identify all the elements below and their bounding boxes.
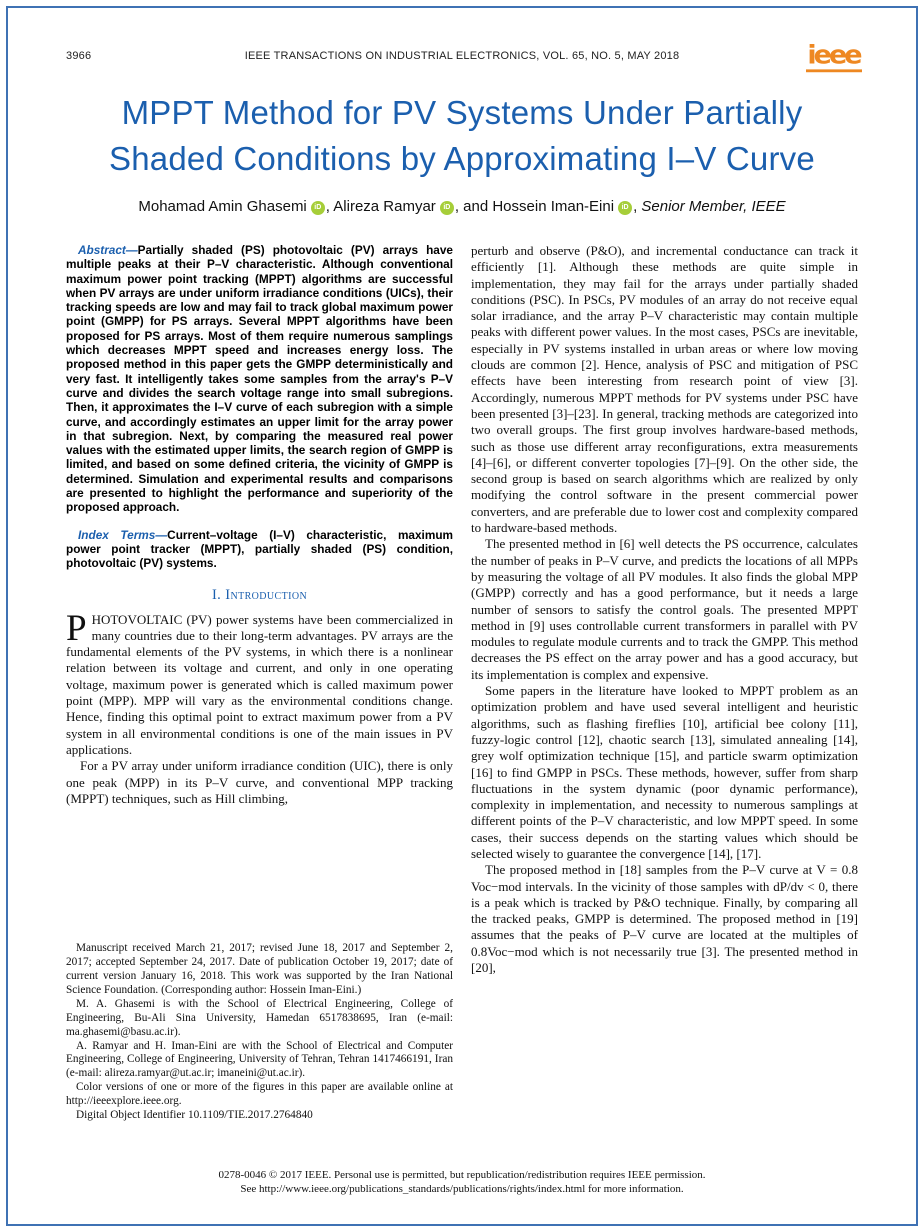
first-page-footnotes (66, 942, 453, 1123)
index-terms-paragraph (66, 528, 453, 571)
body-paragraph-3: Some papers in the literature have looked to MPPT problem as an optimization problem and have used several intelligent and heuristic algorithms, such as flashing fireflies [10], artificial bee colony [11], fuzzy-logic control [12], chaotic search [13], simulated annealing [14], grey wolf optimization technique [15], and particle swarm optimization [16] to find GMPP in PSCs. These methods, however, suffer from sharp fluctuations in the system dynamic (poor dynamic performance), complexity in implementation, and necessity to numerous samplings at different points of the P–V characteristic, and low MPPT speed. In some cases, their success depends on the starting values which should be selected wisely to guarantee the convergence [14], [17]. (471, 683, 858, 861)
orcid-icon-label: iD (443, 204, 451, 211)
body-paragraph-4: The proposed method in [18] samples from the P–V curve at V = 0.8 Voc−mod intervals. In the vicinity of those samples with dP/dv < 0, there is a peak which is tracked by P&O technique. Finally, by comparing all the tracked peaks, GMPP is determined. The proposed method in [19] assumes that the peaks of P–V curve are located at the multiples of 0.8Voc−mod which is not necessarily true [3]. The presented method in [20], (471, 862, 858, 976)
footnote-affiliation-1: M. A. Ghasemi is with the School of Electrical Engineering, College of Engineering, Bu-Ali Sina University, Hamedan 6517838695, Iran (e-mail: ma.ghasemi@basu.ac.ir). (66, 997, 453, 1038)
copyright-footer (66, 1168, 858, 1196)
ieee-logo-icon (802, 38, 866, 78)
body-paragraph-1: perturb and observe (P&O), and incremental conductance can track it efficiently [1]. Although these methods are quite simple in implementation, they may fail for the arrays under partially shaded conditions (PSC). In PSCs, PV modules of an array do not receive equal solar irradiance, and the array P–V characteristic may contain multiple peaks with different power values. In the most cases, PSCs are inevitable, especially in PV systems installed in urban areas or where low moving clouds are common [2]. Hence, analysis of PSC and mitigation of PSC effects have been interesting from research point of view [3]. Accordingly, numerous MPPT methods for PV systems under PSC have been presented [3]–[23]. In general, tracking methods are categorized into two overall groups. The first group involves hardware-based methods, such as those use different array reconfigurations, extra measurements [4]–[6], or different converter topologies [7]–[9]. On the other side, the second group is based on search algorithms which are realized by only modifying the control software in the present commercial power converters, and are preferable due to lower cost and complexity compared to hardware-based methods. (471, 243, 858, 536)
orcid-icon[interactable] (440, 201, 454, 215)
left-column (66, 243, 453, 1123)
drop-cap: P (66, 607, 87, 649)
page-number: 3966 (66, 50, 92, 62)
paper-title-line1: MPPT Method for PV Systems Under Partially (121, 94, 803, 131)
footnote-color-versions: Color versions of one or more of the figures in this paper are available online at http://ieeexplore.ieee.org. (66, 1081, 453, 1108)
abstract-text: Partially shaded (PS) photovoltaic (PV) arrays have multiple peaks at their P–V characteristic. Although conventional maximum power point tracking (MPPT) algorithms are successful when PV arrays are under uniform irradiance conditions (UICs), their tracking speeds are low and may fail to track global maximum power point (GMPP) for PS arrays. Several MPPT algorithms have been proposed for PS arrays. Most of them require numerous samplings which decreases MPPT speed and increases energy loss. The proposed method in this paper gets the GMPP deterministically and very fast. It intelligently takes some samples from the array's P–V curve and divides the search voltage range into small subregions. Then, it approximates the I–V curve of each subregion with a simple curve, and accordingly estimates an upper limit for the array power in that subregion. Next, by comparing the measured real power values with the estimated upper limits, the search region of GMPP is limited, and based on some defined criteria, the vicinity of GMPP is determined. Simulation and experimental results and comparisons are presented to highlight the performance and superiority of the proposed approach. (66, 243, 453, 515)
author-name-3: Hossein Iman-Eini (492, 198, 615, 215)
author-separator: , (633, 198, 642, 215)
paper-title-line2: Shaded Conditions by Approximating I–V Curve (109, 140, 815, 177)
author-line (66, 198, 858, 215)
section-heading-introduction: I. Introduction (211, 586, 308, 603)
copyright-line-1: 0278-0046 © 2017 IEEE. Personal use is permitted, but republication/redistribution requires IEEE permission. (218, 1169, 706, 1181)
two-column-body (66, 243, 858, 1123)
body-paragraph-2: The presented method in [6] well detects the PS occurrence, calculates the number of peaks in P–V curve, and predicts the locations of all MPPs by measuring the voltage of all PV modules. It also finds the global MPP (GMPP) correctly and has a good performance, but it needs a large number of sensors to satisfy the control goals. The presented MPPT method in [9] uses controllable current transformers in parallel with PV modules to regulate module currents and to track the GMPP. This method decreases the PS effect on the array power and has a good accuracy, but its implementation is complex and expensive. (471, 536, 858, 682)
journal-header-line: IEEE TRANSACTIONS ON INDUSTRIAL ELECTRONICS, VOL. 65, NO. 5, MAY 2018 (244, 50, 680, 62)
footnote-doi: Digital Object Identifier 10.1109/TIE.2017.2764840 (76, 1109, 313, 1122)
author-name-2: Alireza Ramyar (333, 198, 436, 215)
index-terms-text: Current–voltage (I–V) characteristic, maximum power point tracker (MPPT), partially shaded (PS) condition, photovoltaic (PV) systems. (66, 527, 454, 571)
intro-paragraph-1 (66, 607, 453, 759)
running-header (66, 41, 860, 71)
footnote-manuscript-history: Manuscript received March 21, 2017; revised June 18, 2017 and September 2, 2017; accepted September 24, 2017. Date of publication October 19, 2017; date of current version January 16, 2018. This work was supported by the Iran National Science Foundation. (Corresponding author: Hossein Iman-Eini.) (66, 942, 453, 996)
abstract-label: Abstract— (78, 243, 138, 257)
paper-title (66, 90, 858, 182)
abstract-paragraph (66, 243, 453, 515)
ieee-logo-text: ieee (806, 43, 861, 73)
author-separator: , and (454, 198, 493, 215)
right-column (471, 243, 858, 1123)
orcid-icon[interactable] (618, 201, 632, 215)
intro-paragraph-1-text: HOTOVOLTAIC (PV) power systems have been commercialized in many countries due to their long-term advantages. PV arrays are the fundamental elements of the PV systems, in which there is a nonlinear relation between its voltage and current, and only in one operating voltage, maximum power is generated which is called maximum power point (MPP). MPP will vary as the environmental conditions change. Hence, finding this optimal point to extract maximum power from a PV system in all environmental conditions is one of the main issues in PV applications. (66, 611, 453, 757)
index-terms-label: Index Terms— (78, 527, 168, 542)
intro-paragraph-2: For a PV array under uniform irradiance condition (UIC), there is only one peak (MPP) in its P–V curve, and conventional MPP tracking (MPPT) techniques, such as Hill climbing, (66, 758, 453, 806)
orcid-icon-label: iD (314, 204, 322, 211)
footnote-affiliation-2: A. Ramyar and H. Iman-Eini are with the School of Electrical and Computer Engineering, College of Engineering, University of Tehran, Tehran 1417466191, Iran (e-mail: alireza.ramyar@ut.ac.ir; imaneini@ut.ac.ir). (66, 1039, 453, 1080)
orcid-icon[interactable] (311, 201, 325, 215)
copyright-line-2: See http://www.ieee.org/publications_standards/publications/rights/index.html for more information. (240, 1183, 684, 1195)
orcid-icon-label: iD (621, 204, 629, 211)
author-membership: Senior Member, IEEE (641, 198, 786, 215)
author-name-1: Mohamad Amin Ghasemi (138, 198, 307, 215)
author-separator: , (325, 198, 334, 215)
